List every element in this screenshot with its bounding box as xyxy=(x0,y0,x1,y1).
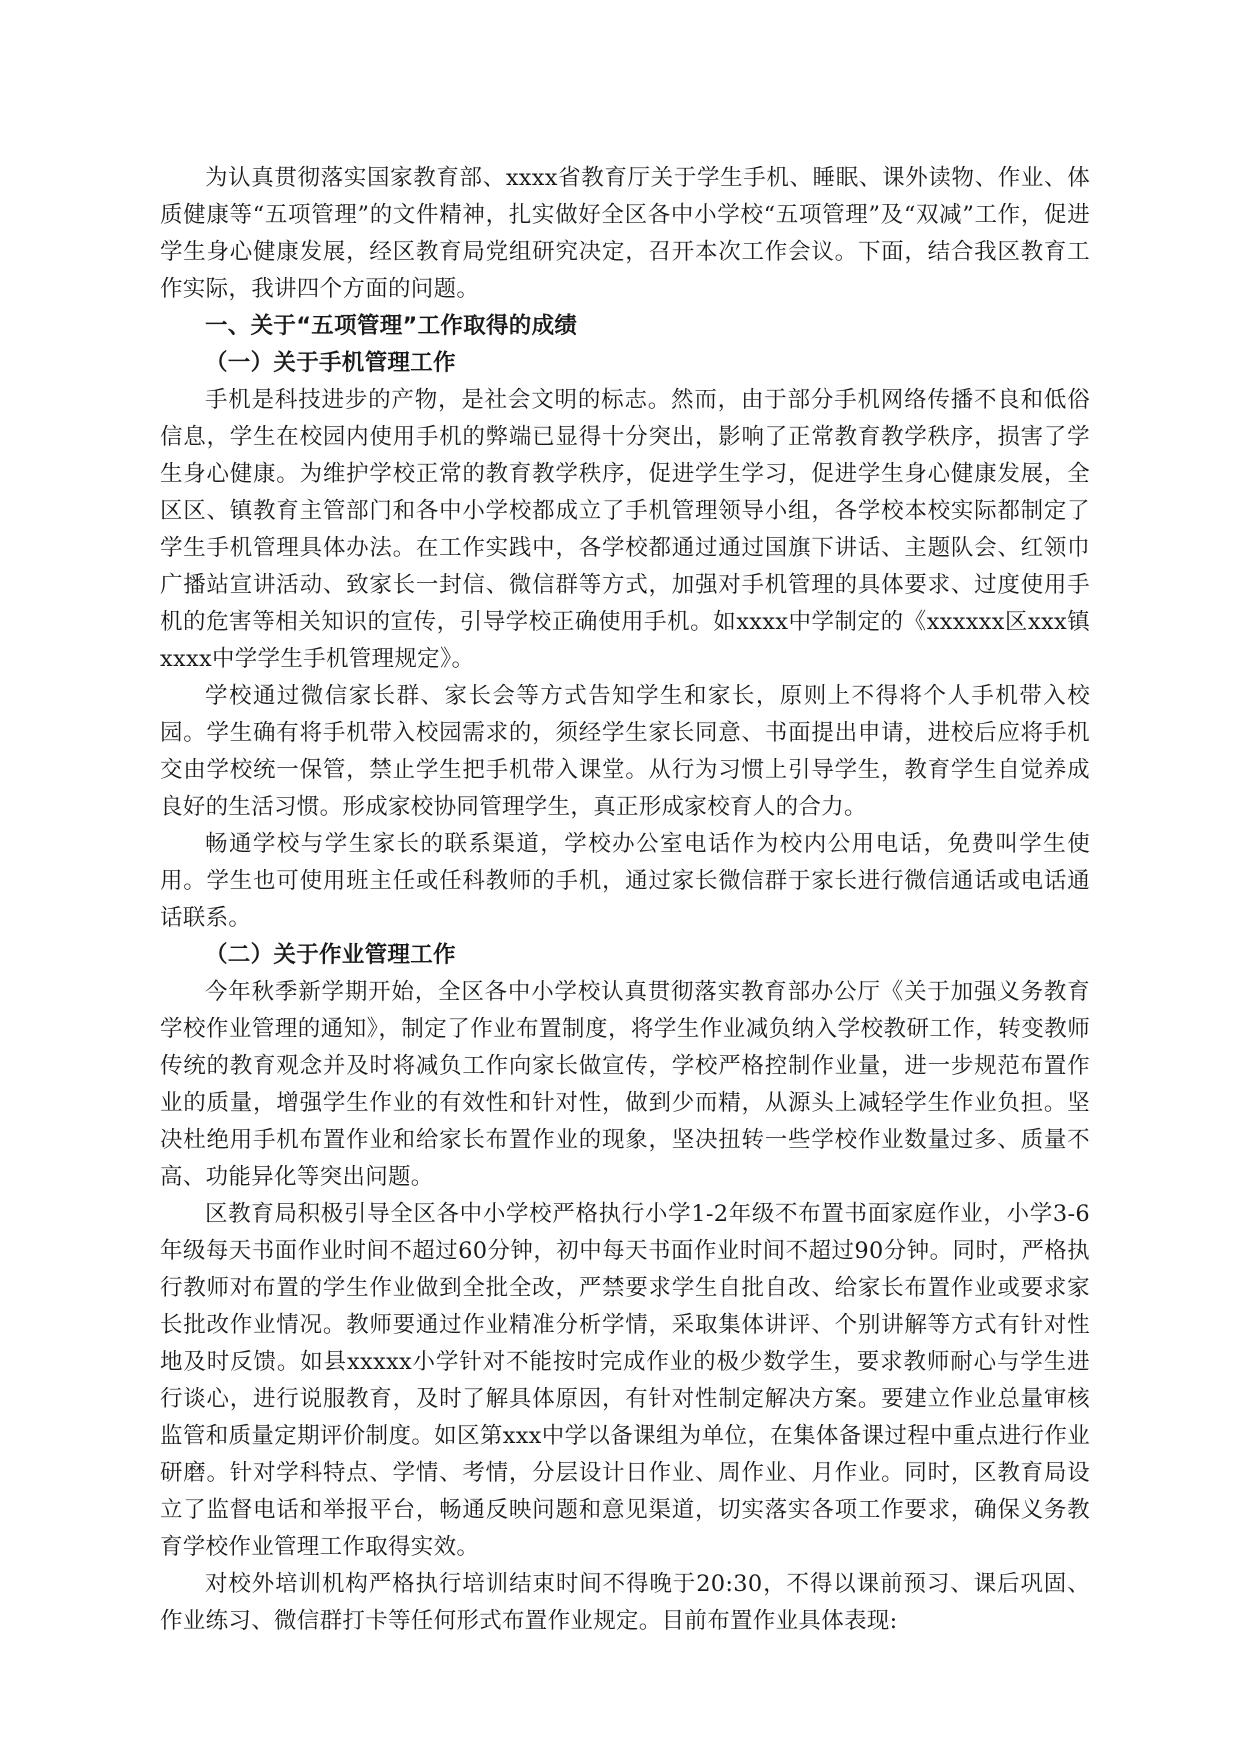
subsection-heading-homework-management: （二）关于作业管理工作 xyxy=(205,942,456,968)
section-heading-achievements: 一、关于“五项管理”工作取得的成绩 xyxy=(205,313,578,339)
homework-paragraph-1: 今年秋季新学期开始，全区各中小学校认真贯彻落实教育部办公厅《关于加强义务教育学校作业管理的通知》，制定了作业布置制度，将学生作业减负纳入学校教研工作，转变教师传统的教育观念并及时将减负工作向家长做宣传，学校严格控制作业量，进一步规范布置作业的质量，增强学生作业的有效性和针对性，做到少而精，从源头上减轻学生作业负担。坚决杜绝用手机布置作业和给家长布置作业的现象，坚决扭转一些学校作业数量过多、质量不高、功能异化等突出问题。 xyxy=(160,979,1090,1190)
phone-paragraph-3: 畅通学校与学生家长的联系渠道，学校办公室电话作为校内公用电话，免费叫学生使用。学生也可使用班主任或任科教师的手机，通过家长微信群于家长进行微信通话或电话通话联系。 xyxy=(160,831,1090,931)
homework-paragraph-2: 区教育局积极引导全区各中小学校严格执行小学1-2年级不布置书面家庭作业，小学3-6年级每天书面作业时间不超过60分钟，初中每天书面作业时间不超过90分钟。同时，严格执行教师对布置的学生作业做到全批全改，严禁要求学生自批自改、给家长布置作业或要求家长批改作业情况。教师要通过作业精准分析学情，采取集体讲评、个别讲解等方式有针对性地及时反馈。如县xxxxx小学针对不能按时完成作业的极少数学生，要求教师耐心与学生进行谈心，进行说服教育，及时了解具体原因，有针对性制定解决方案。要建立作业总量审核监管和质量定期评价制度。如区第xxx中学以备课组为单位，在集体备课过程中重点进行作业研磨。针对学科特点、学情、考情，分层设计日作业、周作业、月作业。同时，区教育局设立了监督电话和举报平台，畅通反映问题和意见渠道，切实落实各项工作要求，确保义务教育学校作业管理工作取得实效。 xyxy=(160,1201,1090,1560)
intro-paragraph: 为认真贯彻落实国家教育部、xxxx省教育厅关于学生手机、睡眠、课外读物、作业、体质健康等“五项管理”的文件精神，扎实做好全区各中小学校“五项管理”及“双减”工作，促进学生身心健康发展，经区教育局党组研究决定，召开本次工作会议。下面，结合我区教育工作实际，我讲四个方面的问题。 xyxy=(160,165,1090,302)
document-page xyxy=(160,160,1090,1640)
homework-paragraph-3: 对校外培训机构严格执行培训结束时间不得晚于20:30，不得以课前预习、课后巩固、作业练习、微信群打卡等任何形式布置作业规定。目前布置作业具体表现: xyxy=(160,1571,1090,1634)
subsection-heading-phone-management: （一）关于手机管理工作 xyxy=(205,350,456,376)
phone-paragraph-2: 学校通过微信家长群、家长会等方式告知学生和家长，原则上不得将个人手机带入校园。学生确有将手机带入校园需求的，须经学生家长同意、书面提出申请，进校后应将手机交由学校统一保管，禁止学生把手机带入课堂。从行为习惯上引导学生，教育学生自觉养成良好的生活习惯。形成家校协同管理学生，真正形成家校育人的合力。 xyxy=(160,683,1090,820)
phone-paragraph-1: 手机是科技进步的产物，是社会文明的标志。然而，由于部分手机网络传播不良和低俗信息，学生在校园内使用手机的弊端已显得十分突出，影响了正常教育教学秩序，损害了学生身心健康。为维护学校正常的教育教学秩序，促进学生学习，促进学生身心健康发展，全区区、镇教育主管部门和各中小学校都成立了手机管理领导小组，各学校本校实际都制定了学生手机管理具体办法。在工作实践中，各学校都通过通过国旗下讲话、主题队会、红领巾广播站宣讲活动、致家长一封信、微信群等方式，加强对手机管理的具体要求、过度使用手机的危害等相关知识的宣传，引导学校正确使用手机。如xxxx中学制定的《xxxxxx区xxx镇xxxx中学学生手机管理规定》。 xyxy=(160,387,1090,672)
